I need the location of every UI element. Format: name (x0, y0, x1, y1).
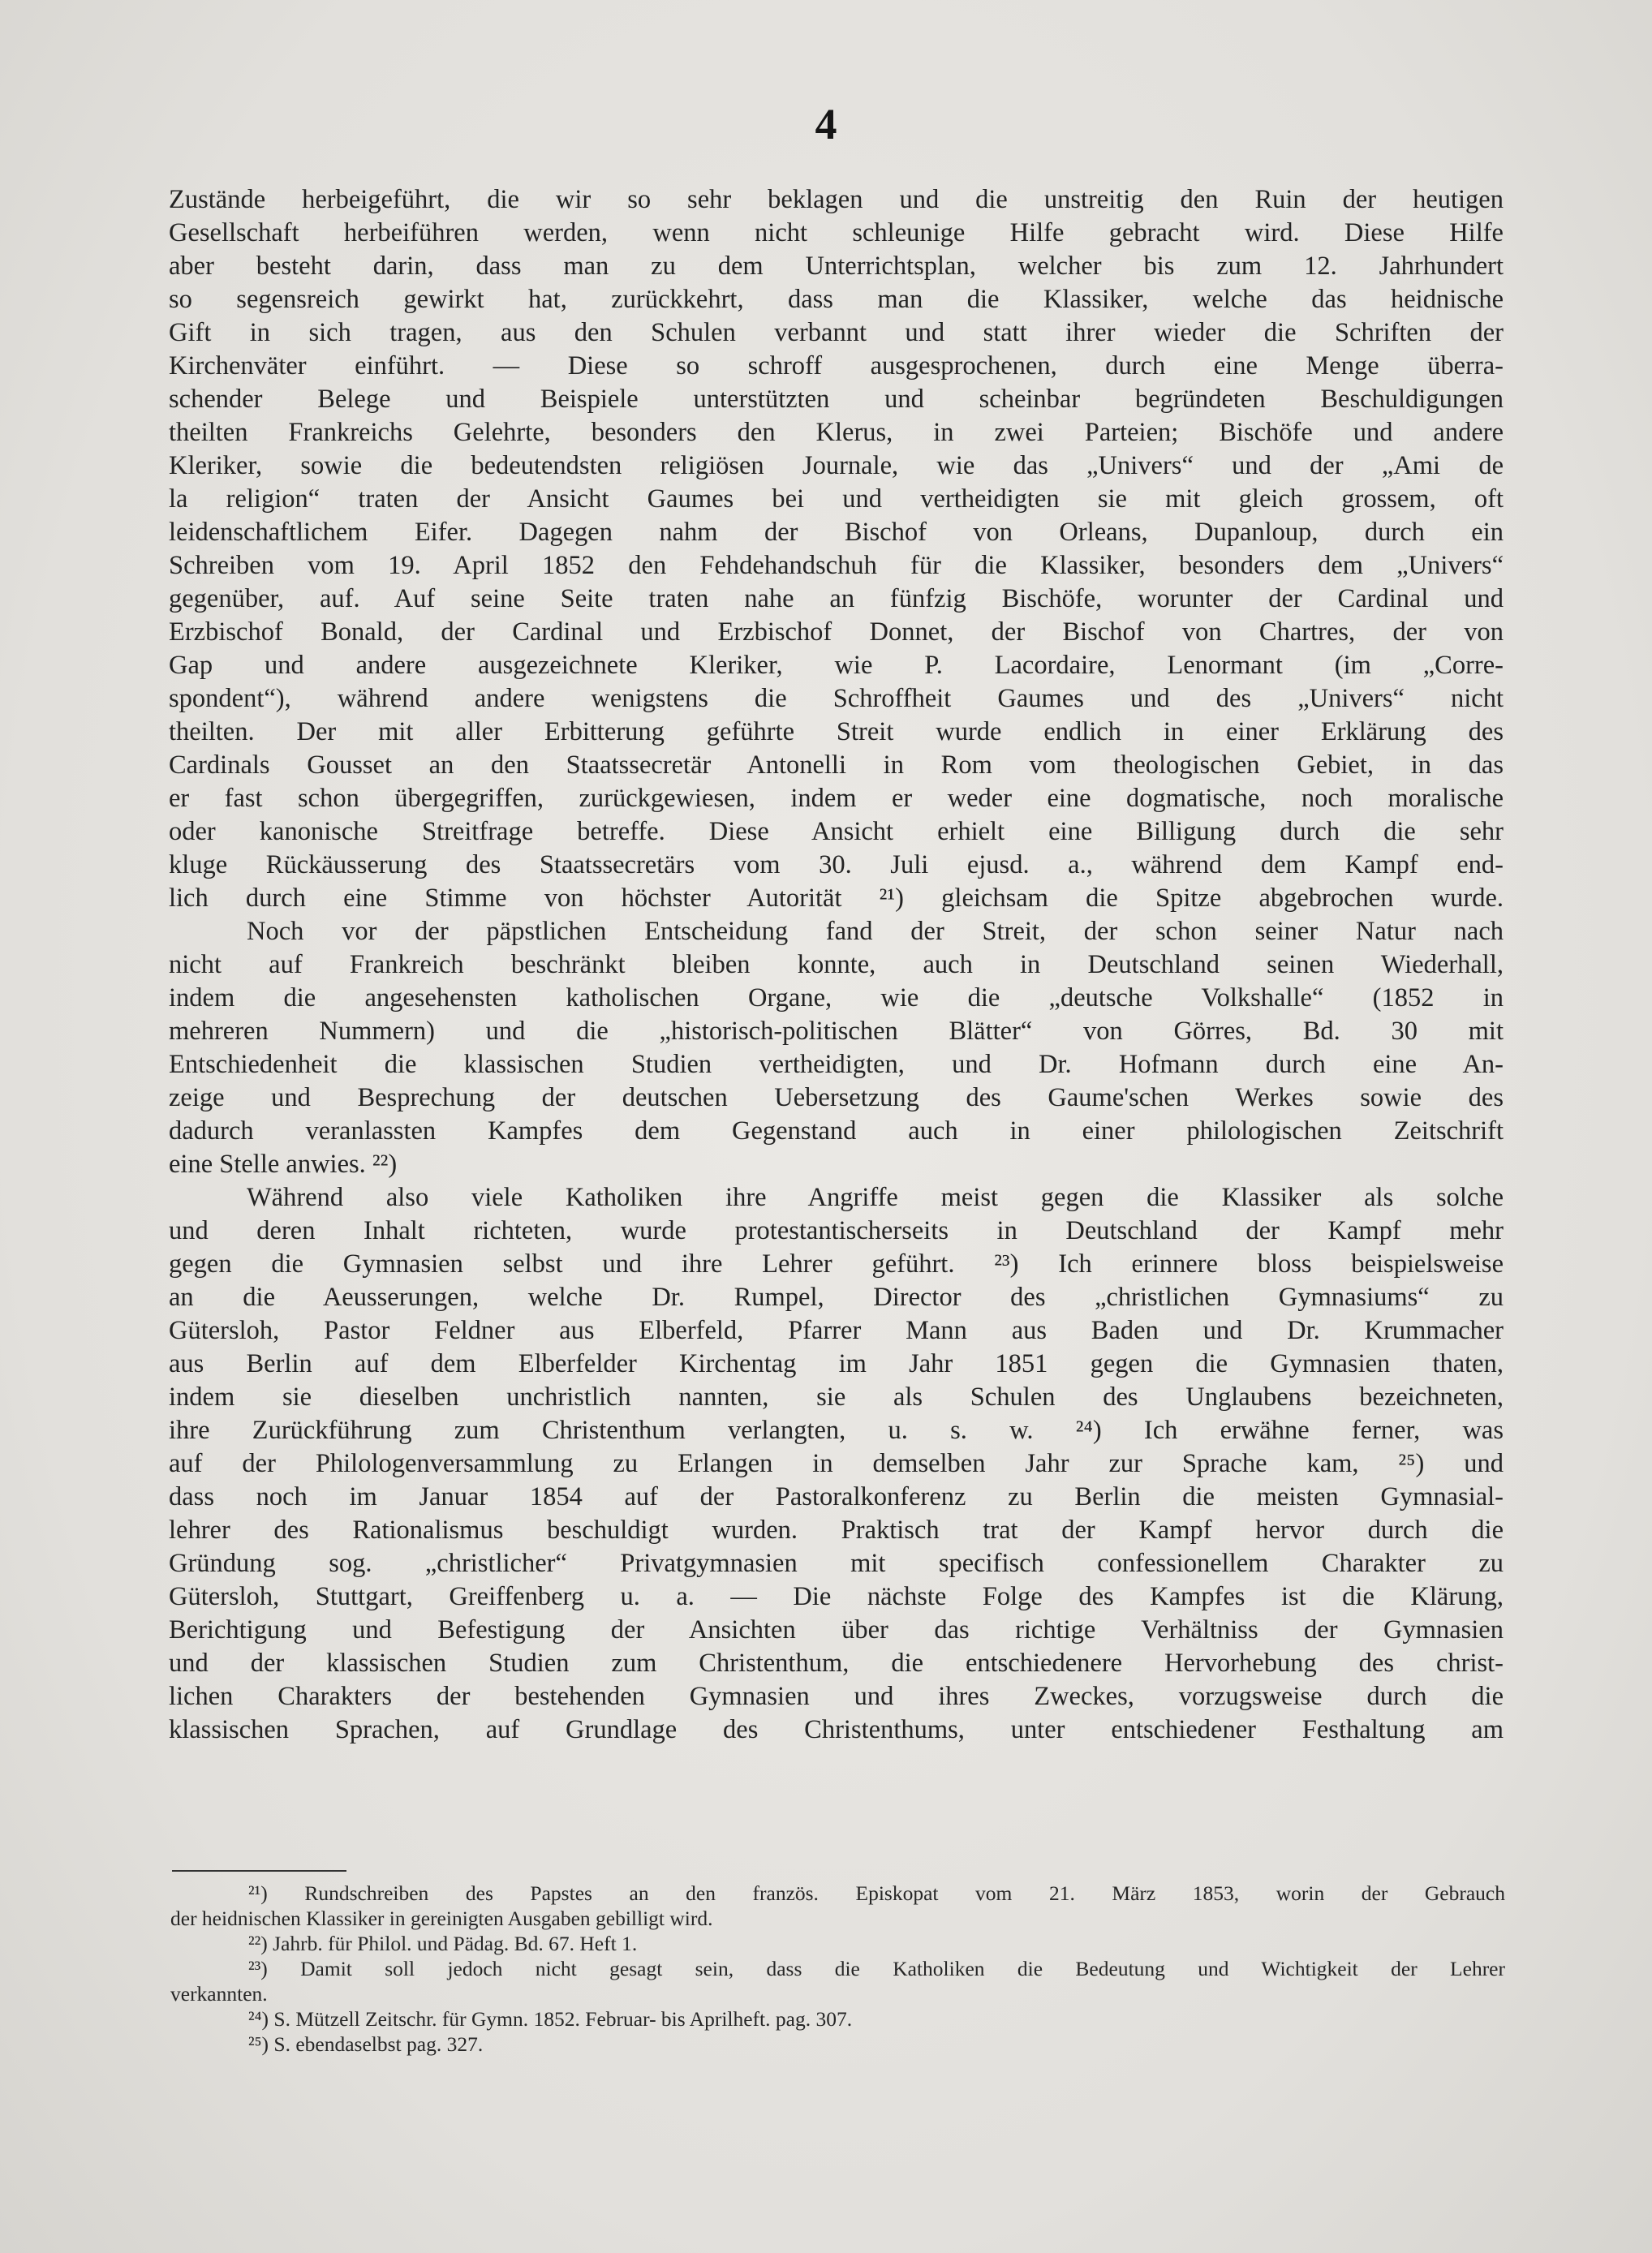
text-line: Entschiedenheit die klassischen Studien vertheidigten, und Dr. Hofmann durch eine An- (169, 1050, 1504, 1079)
text-line: nicht auf Frankreich beschränkt bleiben konnte, auch in Deutschland seinen Wiederhall, (169, 950, 1504, 979)
footnote-divider (172, 1870, 346, 1872)
footnote-23-continuation: verkannten. (170, 1982, 268, 2006)
text-line: theilten. Der mit aller Erbitterung geführte Streit wurde endlich in einer Erklärung des (169, 717, 1504, 746)
text-line: zeige und Besprechung der deutschen Uebersetzung des Gaume'schen Werkes sowie des (169, 1083, 1504, 1112)
text-line: kluge Rückäusserung des Staatssecretärs vom 30. Juli ejusd. a., während dem Kampf end- (169, 850, 1504, 879)
text-line: Kleriker, sowie die bedeutendsten religiösen Journale, wie das „Univers“ und der „Ami de (169, 451, 1504, 480)
text-line: ihre Zurückführung zum Christenthum verlangten, u. s. w. ²⁴) Ich erwähne ferner, was (169, 1416, 1504, 1445)
text-line: lehrer des Rationalismus beschuldigt wurden. Praktisch trat der Kampf hervor durch die (169, 1516, 1504, 1545)
text-line: Zustände herbeigeführt, die wir so sehr beklagen und die unstreitig den Ruin der heutigen (169, 185, 1504, 214)
text-line: theilten Frankreichs Gelehrte, besonders den Klerus, in zwei Parteien; Bischöfe und andere (169, 418, 1504, 447)
footnote-21-continuation: der heidnischen Klassiker in gereinigten Ausgaben gebilligt wird. (170, 1907, 713, 1930)
paragraph-start-line: Während also viele Katholiken ihre Angriffe meist gegen die Klassiker als solche (247, 1183, 1504, 1212)
text-line: auf der Philologenversammlung zu Erlangen in demselben Jahr zur Sprache kam, ²⁵) und (169, 1449, 1504, 1478)
text-line: leidenschaftlichem Eifer. Dagegen nahm der Bischof von Orleans, Dupanloup, durch ein (169, 518, 1504, 547)
footnote-21: ²¹) Rundschreiben des Papstes an den französ. Episkopat vom 21. März 1853, worin der Gebrauch (248, 1881, 1505, 1905)
text-line: Berichtigung und Befestigung der Ansichten über das richtige Verhältniss der Gymnasien (169, 1615, 1504, 1645)
text-line: gegen die Gymnasien selbst und ihre Lehrer geführt. ²³) Ich erinnere bloss beispielsweise (169, 1249, 1504, 1279)
text-line: Kirchenväter einführt. — Diese so schroff ausgesprochenen, durch eine Menge überra- (169, 351, 1504, 381)
text-line: Schreiben vom 19. April 1852 den Fehdehandschuh für die Klassiker, besonders dem „Univers“ (169, 551, 1504, 580)
text-line: und der klassischen Studien zum Christenthum, die entschiedenere Hervorhebung des christ- (169, 1649, 1504, 1678)
text-line: Cardinals Gousset an den Staatssecretär Antonelli in Rom vom theologischen Gebiet, in das (169, 750, 1504, 780)
footnote-22: ²²) Jahrb. für Philol. und Pädag. Bd. 67. Heft 1. (248, 1932, 638, 1955)
text-line: lich durch eine Stimme von höchster Autorität ²¹) gleichsam die Spitze abgebrochen wurde. (169, 884, 1504, 913)
footnote-23: ²³) Damit soll jedoch nicht gesagt sein, dass die Katholiken die Bedeutung und Wichtigkeit der Lehrer (248, 1957, 1505, 1980)
text-line: an die Aeusserungen, welche Dr. Rumpel, Director des „christlichen Gymnasiums“ zu (169, 1283, 1504, 1312)
text-line: aber besteht darin, dass man zu dem Unterrichtsplan, welcher bis zum 12. Jahrhundert (169, 252, 1504, 281)
page-number: 4 (815, 100, 837, 148)
text-line: la religion“ traten der Ansicht Gaumes bei und vertheidigten sie mit gleich grossem, oft (169, 484, 1504, 514)
text-line: indem sie dieselben unchristlich nannten, sie als Schulen des Unglaubens bezeichneten, (169, 1382, 1504, 1412)
text-line: er fast schon übergegriffen, zurückgewiesen, indem er weder eine dogmatische, noch moralische (169, 784, 1504, 813)
text-line: Gütersloh, Stuttgart, Greiffenberg u. a. — Die nächste Folge des Kampfes ist die Klärung, (169, 1582, 1504, 1611)
text-line: Gütersloh, Pastor Feldner aus Elberfeld, Pfarrer Mann aus Baden und Dr. Krummacher (169, 1316, 1504, 1345)
text-line: Erzbischof Bonald, der Cardinal und Erzbischof Donnet, der Bischof von Chartres, der von (169, 617, 1504, 647)
text-line: so segensreich gewirkt hat, zurückkehrt, dass man die Klassiker, welche das heidnische (169, 285, 1504, 314)
text-line: schender Belege und Beispiele unterstützten und scheinbar begründeten Beschuldigungen (169, 385, 1504, 414)
text-line: mehreren Nummern) und die „historisch-politischen Blätter“ von Görres, Bd. 30 mit (169, 1017, 1504, 1046)
text-line: Gesellschaft herbeiführen werden, wenn nicht schleunige Hilfe gebracht wird. Diese Hilfe (169, 218, 1504, 247)
text-line: dass noch im Januar 1854 auf der Pastoralkonferenz zu Berlin die meisten Gymnasial- (169, 1482, 1504, 1511)
text-line: klassischen Sprachen, auf Grundlage des Christenthums, unter entschiedener Festhaltung am (169, 1715, 1504, 1744)
text-line: spondent“), während andere wenigstens die Schroffheit Gaumes und des „Univers“ nicht (169, 684, 1504, 713)
text-line: gegenüber, auf. Auf seine Seite traten nahe an fünfzig Bischöfe, worunter der Cardinal und (169, 584, 1504, 613)
text-line: Gift in sich tragen, aus den Schulen verbannt und statt ihrer wieder die Schriften der (169, 318, 1504, 347)
paragraph-end-line: eine Stelle anwies. ²²) (169, 1150, 398, 1179)
body-text (169, 183, 1504, 1747)
text-line: lichen Charakters der bestehenden Gymnasien und ihres Zweckes, vorzugsweise durch die (169, 1682, 1504, 1711)
footnote-25: ²⁵) S. ebendaselbst pag. 327. (248, 2032, 484, 2056)
paragraph-start-line: Noch vor der päpstlichen Entscheidung fand der Streit, der schon seiner Natur nach (247, 917, 1504, 946)
text-line: oder kanonische Streitfrage betreffe. Diese Ansicht erhielt eine Billigung durch die sehr (169, 817, 1504, 846)
text-line: und deren Inhalt richteten, wurde protestantischerseits in Deutschland der Kampf mehr (169, 1216, 1504, 1245)
footnote-24: ²⁴) S. Mützell Zeitschr. für Gymn. 1852. Februar- bis Aprilheft. pag. 307. (248, 2007, 853, 2031)
text-line: aus Berlin auf dem Elberfelder Kirchentag im Jahr 1851 gegen die Gymnasien thaten, (169, 1349, 1504, 1378)
text-line: dadurch veranlassten Kampfes dem Gegenstand auch in einer philologischen Zeitschrift (169, 1116, 1504, 1146)
text-line: Gründung sog. „christlicher“ Privatgymnasien mit specifisch confessionellem Charakter zu (169, 1549, 1504, 1578)
text-line: Gap und andere ausgezeichnete Kleriker, wie P. Lacordaire, Lenormant (im „Corre- (169, 651, 1504, 680)
footnotes (170, 1881, 1505, 2057)
text-line: indem die angesehensten katholischen Organe, wie die „deutsche Volkshalle“ (1852 in (169, 983, 1504, 1013)
